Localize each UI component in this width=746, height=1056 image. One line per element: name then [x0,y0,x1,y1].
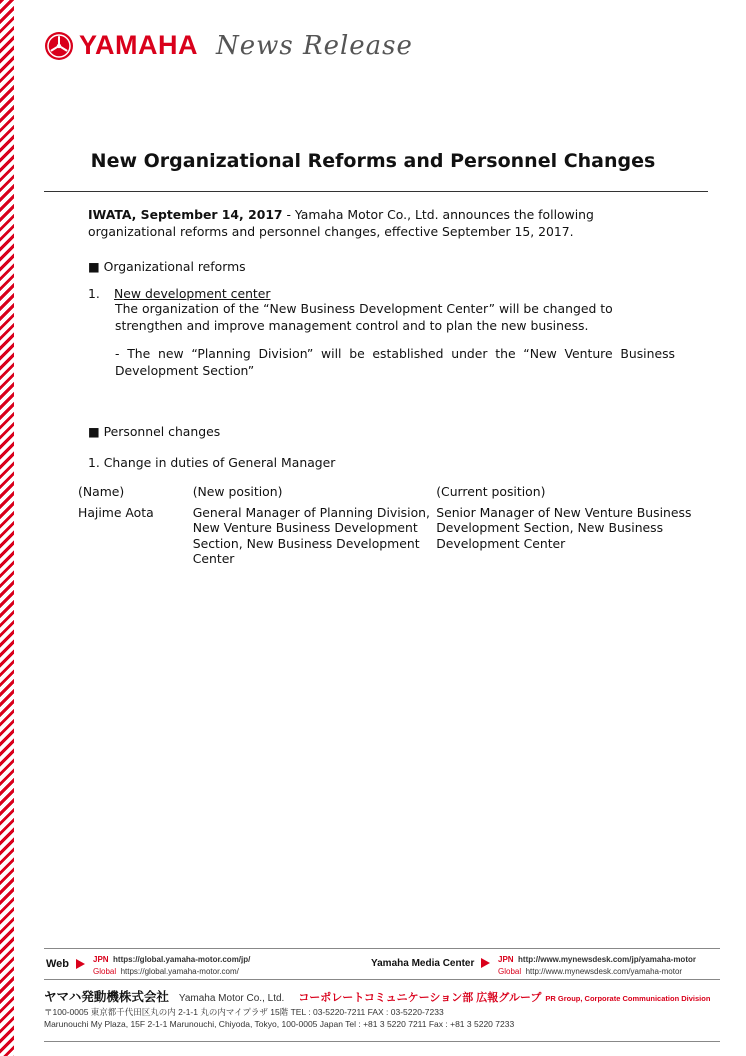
table-header-name: (Name) [78,484,125,499]
personnel-table [78,484,718,567]
media-urls [498,953,696,977]
reform-item-text: The organization of the “New Business Development Center” will be changed to strengthen and improve management control and to plan the new business. [115,301,613,333]
global-label: Global [498,967,522,976]
reform-item-title: New development center [114,286,271,301]
personnel-heading: ■ Personnel changes [88,424,221,439]
reform-item-detail: - The new “Planning Division” will be established under the “New Venture Business Development Section” [115,346,675,378]
dateline: IWATA, September 14, 2017 [88,207,283,222]
intro-text: - Yamaha Motor Co., Ltd. announces the following organizational reforms and personnel changes, effective September 15, 2017. [88,207,594,239]
media-global-link[interactable]: http://www.mynewsdesk.com/yamaha-motor [525,967,683,976]
web-label: Web [46,958,70,970]
table-header-row [78,484,718,505]
red-arrow-icon [76,959,85,969]
table-header-new-position: (New position) [192,484,283,499]
table-cell-current-position: Senior Manager of New Venture Business Development Section, New Business Development Center [436,504,692,551]
title-divider [44,191,708,192]
table-cell-name: Hajime Aota [78,504,154,520]
jpn-label: JPN [498,955,514,964]
table-row [78,505,718,567]
reforms-heading: ■ Organizational reforms [88,259,246,274]
table-header-current-position: (Current position) [436,484,546,499]
media-jpn-link[interactable]: http://www.mynewsdesk.com/jp/yamaha-motor [518,955,696,964]
intro-paragraph [88,206,678,240]
global-label: Global [93,967,117,976]
personnel-subheading: 1. Change in duties of General Manager [88,455,336,470]
web-urls [93,953,250,977]
news-release-label: News Release [216,30,413,61]
company-line [44,987,710,1005]
media-center-label: Yamaha Media Center [371,958,475,969]
jpn-label: JPN [93,955,109,964]
company-name-jp: ヤマハ発動機株式会社 [44,990,169,1004]
red-arrow-icon [481,958,490,968]
address-jp: 〒100-0005 東京都千代田区丸の内 2-1-1 丸の内マイプラザ 15階 TEL : 03-5220-7211 FAX : 03-5220-7233 [44,1007,444,1017]
reform-item-number: 1. [88,286,100,301]
footer-divider-middle [44,979,720,980]
tuning-fork-emblem-icon [44,31,74,61]
media-center-block [371,958,490,969]
web-global-link[interactable]: https://global.yamaha-motor.com/ [120,967,239,976]
web-jpn-link[interactable]: https://global.yamaha-motor.com/jp/ [113,955,251,964]
header-logo [44,30,413,61]
address-en: Marunouchi My Plaza, 15F 2-1-1 Marunouchi, Chiyoda, Tokyo, 100-0005 Japan Tel : +81 3 5220 7211 Fax : +81 3 5220 7233 [44,1019,515,1029]
pr-group-en: PR Group, Corporate Communication Division [545,994,711,1003]
footer-web-block [46,958,85,970]
page-title: New Organizational Reforms and Personnel Changes [90,150,656,172]
footer-divider-bottom [44,1041,720,1042]
brand-wordmark: YAMAHA [79,30,199,60]
table-cell-new-position: General Manager of Planning Division, New Venture Business Development Section, New Business Development Center [192,504,430,566]
pr-group-jp: コーポレートコミュニケーション部 広報グループ [298,992,542,1004]
company-name-en: Yamaha Motor Co., Ltd. [178,993,285,1004]
footer-divider-top [44,948,720,949]
